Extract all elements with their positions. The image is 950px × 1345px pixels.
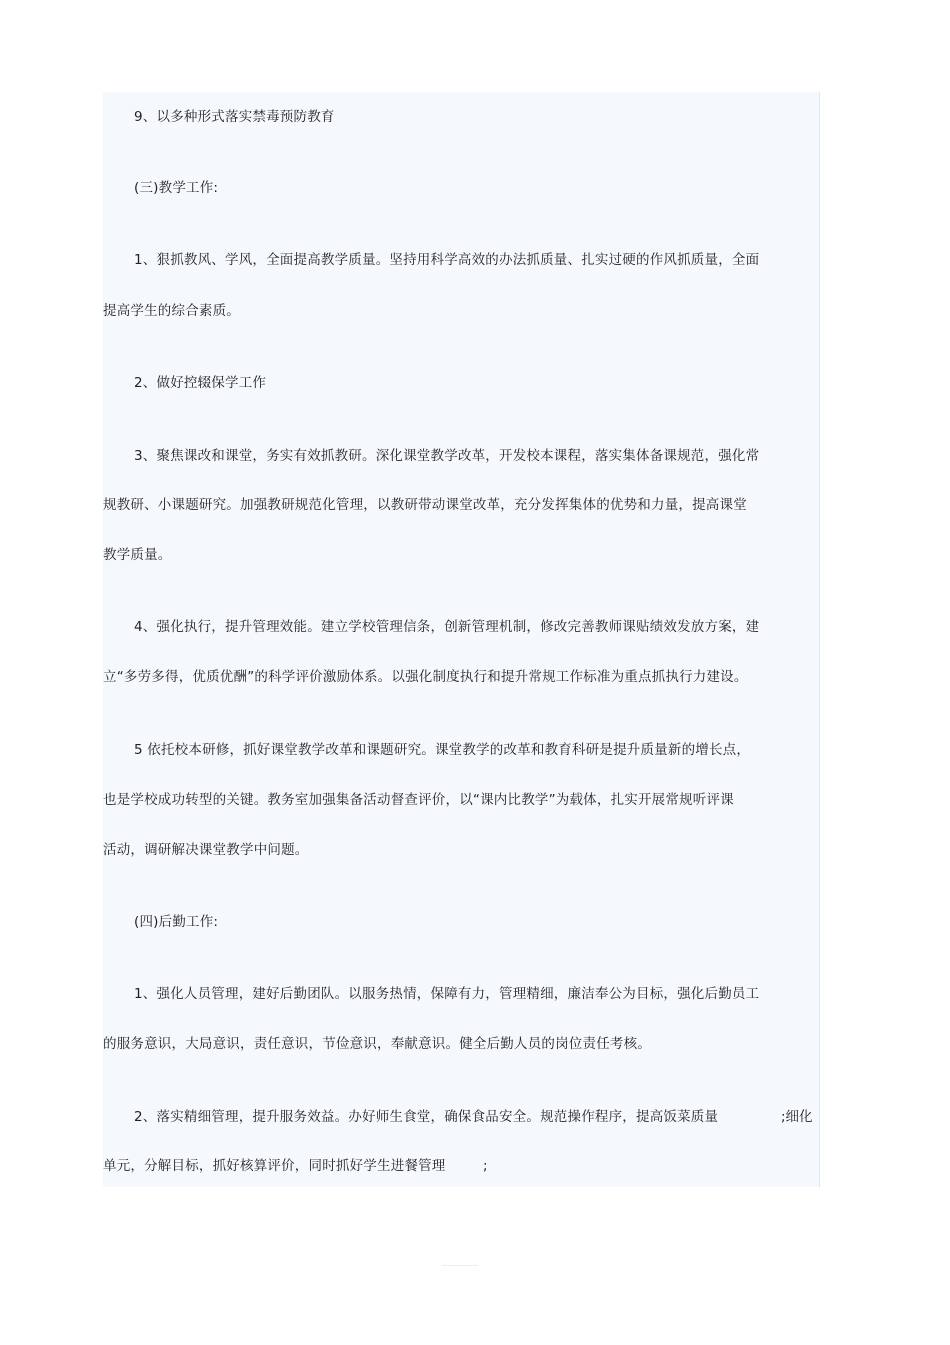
paragraph-1-line-2: 提高学生的综合素质。 [103, 303, 240, 319]
page-footer-mark [442, 1265, 478, 1266]
logistics-2-line-2-tail: ; [483, 1158, 488, 1174]
paragraph-4-line-2: 立“多劳多得，优质优酬”的科学评价激励体系。以强化制度执行和提升常规工作标准为重点抓执行力建设。 [103, 669, 748, 685]
section-heading-teaching: (三)教学工作: [134, 180, 219, 196]
paragraph-4-line-1: 4、强化执行，提升管理效能。建立学校管理信条，创新管理机制，修改完善教师课贴绩效发放方案，建 [134, 619, 760, 635]
paragraph-5-line-1: 5 依托校本研修，抓好课堂教学改革和课题研究。课堂教学的改革和教育科研是提升质量新的增长点， [134, 742, 751, 758]
paragraph-5-line-3: 活动，调研解决课堂教学中问题。 [103, 842, 309, 858]
logistics-1-line-2: 的服务意识，大局意识，责任意识，节俭意识，奉献意识。健全后勤人员的岗位责任考核。 [103, 1036, 651, 1052]
paragraph-3-line-1: 3、聚焦课改和课堂，务实有效抓教研。深化课堂教学改革，开发校本课程，落实集体备课规范，强化常 [134, 448, 760, 464]
paragraph-2: 2、做好控辍保学工作 [134, 375, 267, 391]
paragraph-3-line-3: 教学质量。 [103, 547, 172, 563]
logistics-1-line-1: 1、强化人员管理，建好后勤团队。以服务热情，保障有力，管理精细，廉洁奉公为目标，强化后勤员工 [134, 986, 760, 1002]
paragraph-1-line-1: 1、狠抓教风、学风，全面提高教学质量。坚持用科学高效的办法抓质量、扎实过硬的作风抓质量，全面 [134, 252, 760, 268]
logistics-2-line-1-tail: ;细化 [781, 1109, 813, 1125]
section-heading-logistics: (四)后勤工作: [134, 914, 219, 930]
paragraph-5-line-2: 也是学校成功转型的关键。教务室加强集备活动督查评价，以“课内比教学”为载体，扎实开展常规听评课 [103, 792, 734, 808]
paragraph-3-line-2: 规教研、小课题研究。加强教研规范化管理，以教研带动课堂改革，充分发挥集体的优势和力量，提高课堂 [103, 497, 747, 513]
logistics-2-line-2: 单元，分解目标，抓好核算评价，同时抓好学生进餐管理 [103, 1158, 446, 1174]
logistics-2-line-1: 2、落实精细管理，提升服务效益。办好师生食堂，确保食品安全。规范操作程序，提高饭菜质量 [134, 1109, 719, 1125]
list-item-9: 9、以多种形式落实禁毒预防教育 [134, 109, 335, 125]
